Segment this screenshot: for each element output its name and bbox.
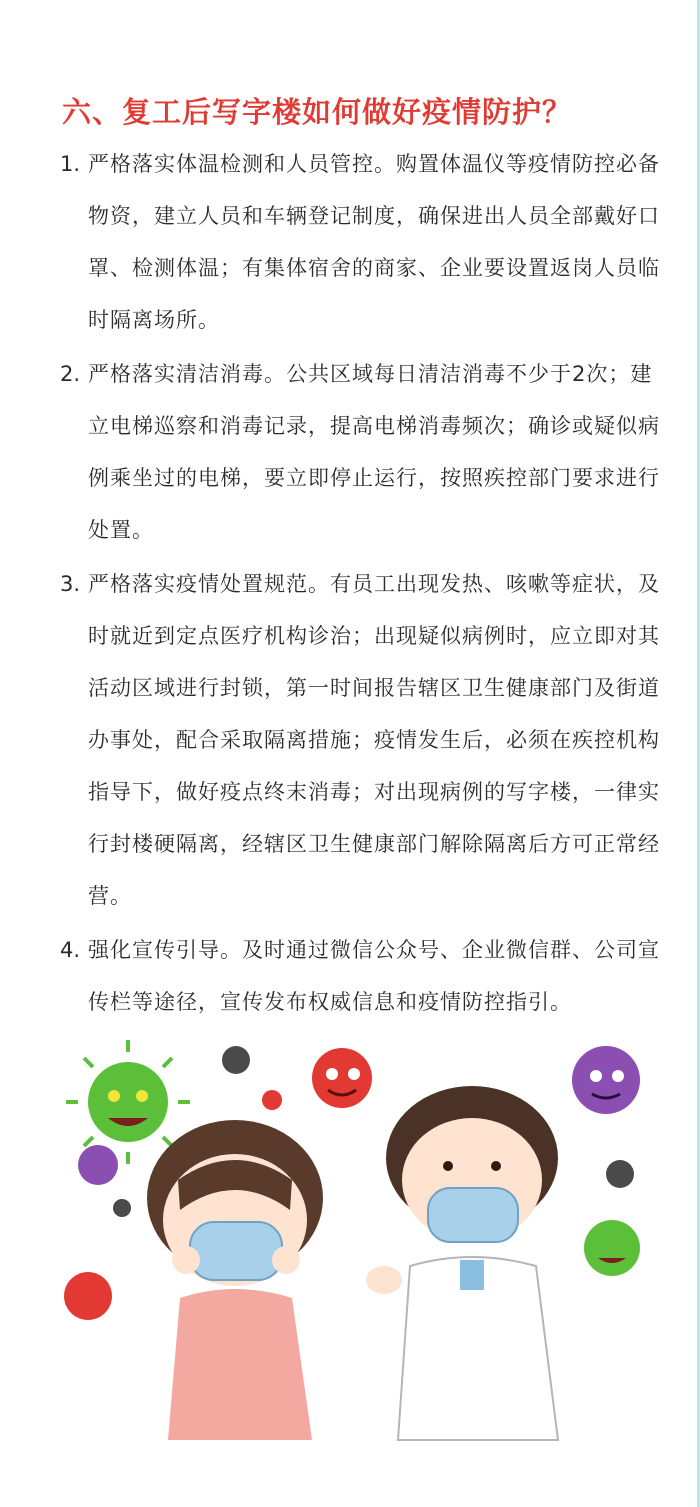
guideline-list bbox=[60, 138, 660, 1030]
page-title: 六、复工后写字楼如何做好疫情防护？ bbox=[62, 95, 573, 129]
list-item bbox=[60, 558, 660, 922]
green-virus-icon bbox=[584, 1220, 640, 1276]
item-text: 强化宣传引导。及时通过微信公众号、企业微信群、公司宣传栏等途径，宣传发布权威信息和疫情防控指引。 bbox=[88, 938, 660, 1014]
item-text: 严格落实体温检测和人员管控。购置体温仪等疫情防控必备物资，建立人员和车辆登记制度，确保进出人员全部戴好口罩、检测体温；有集体宿舍的商家、企业要设置返岗人员临时隔离场所。 bbox=[88, 152, 660, 332]
girl-with-mask-figure bbox=[147, 1120, 323, 1440]
item-text: 严格落实疫情处置规范。有员工出现发热、咳嗽等症状，及时就近到定点医疗机构诊治；出现疑似病例时，应立即对其活动区域进行封锁，第一时间报告辖区卫生健康部门及街道办事处，配合采取隔离措施；疫情发生后，必须在疾控机构指导下，做好疫点终末消毒；对出现病例的写字楼，一律实行封楼硬隔离，经辖区卫生健康部门解除隔离后方可正常经营。 bbox=[88, 572, 660, 908]
item-number: 1. bbox=[60, 152, 81, 176]
boy-doctor-with-mask-figure bbox=[366, 1086, 558, 1440]
list-item bbox=[60, 348, 660, 556]
illustration-masked-people-viruses bbox=[60, 1030, 660, 1450]
item-number: 2. bbox=[60, 362, 81, 386]
item-number: 3. bbox=[60, 572, 81, 596]
item-text: 严格落实清洁消毒。公共区域每日清洁消毒不少于2次；建立电梯巡察和消毒记录，提高电梯消毒频次；确诊或疑似病例乘坐过的电梯，要立即停止运行，按照疾控部门要求进行处置。 bbox=[88, 362, 660, 542]
item-number: 4. bbox=[60, 938, 81, 962]
list-item bbox=[60, 138, 660, 346]
list-item bbox=[60, 924, 660, 1028]
